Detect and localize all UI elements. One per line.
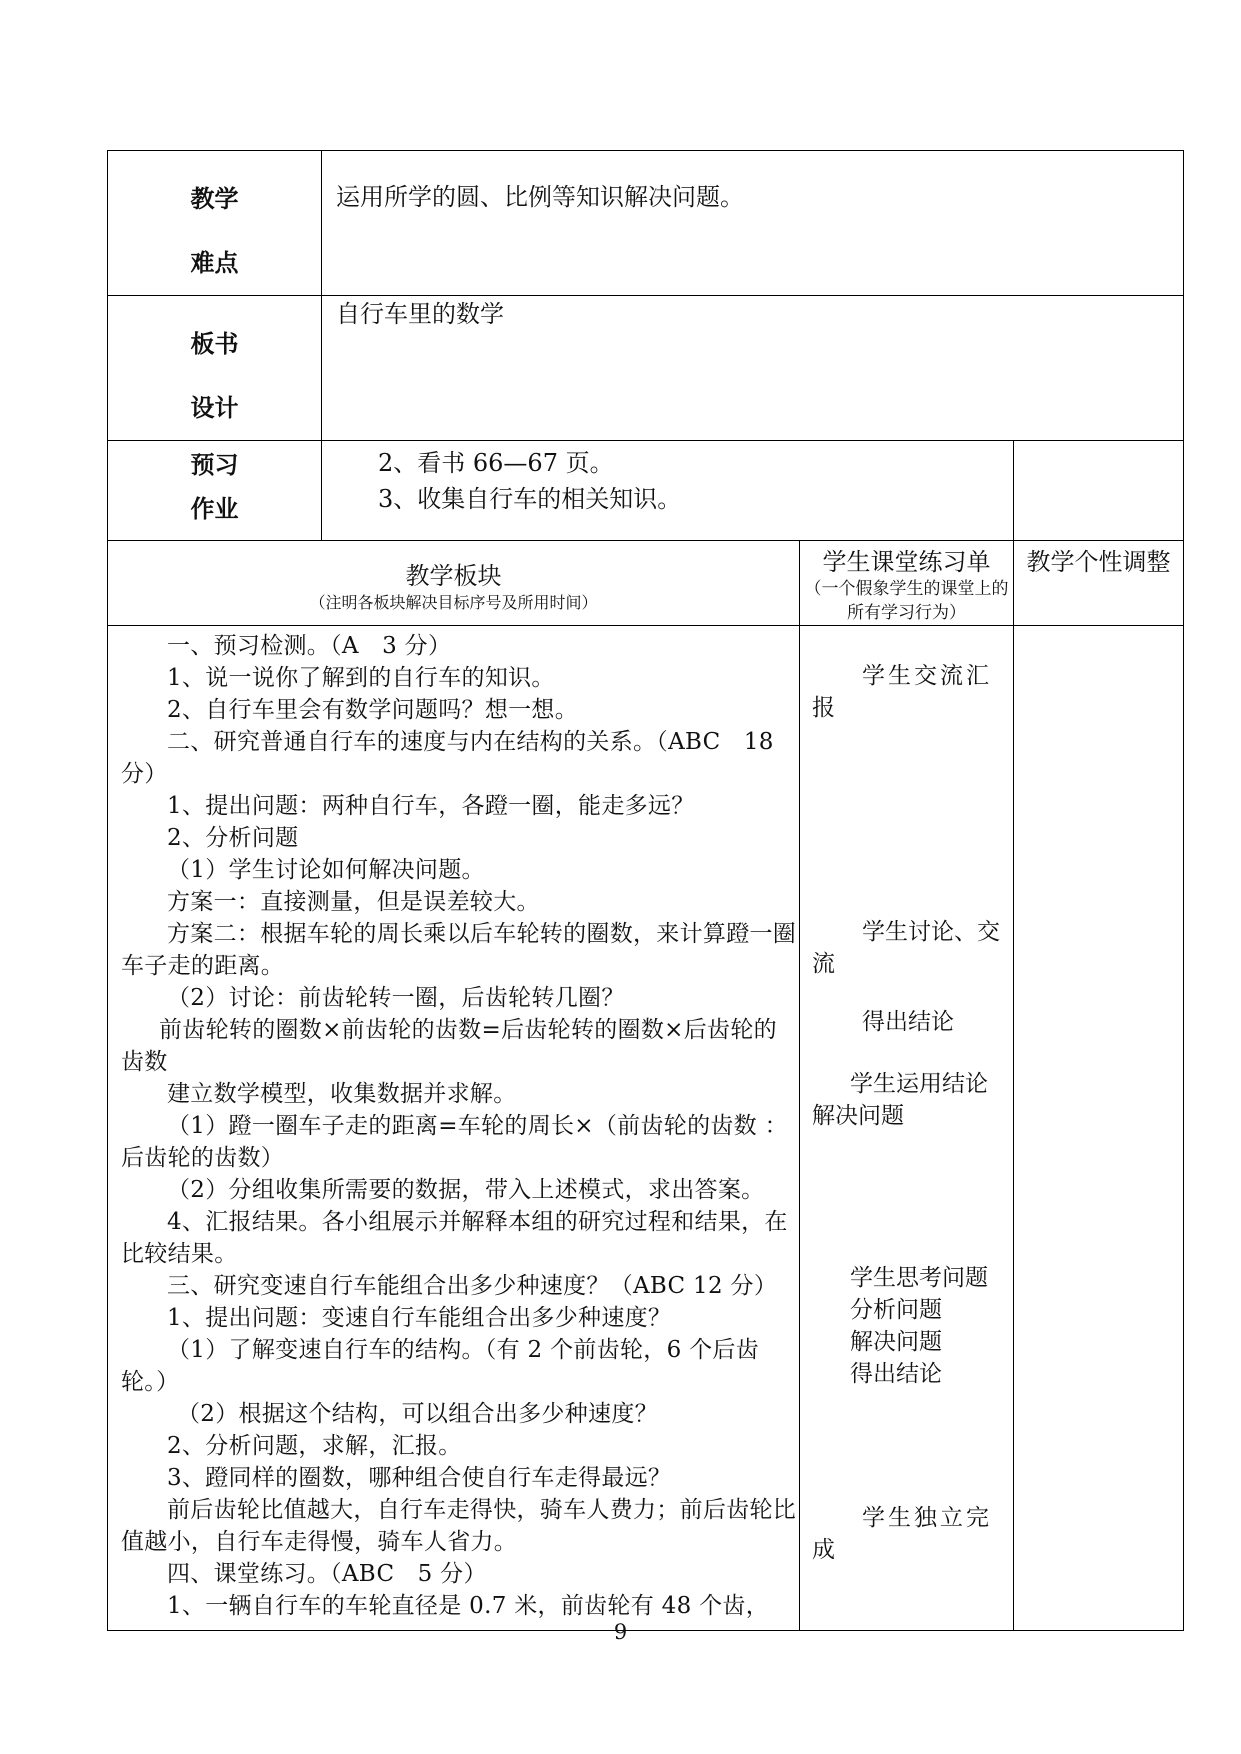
text-line: （2）讨论：前齿轮转一圈，后齿轮转几圈？ [167, 985, 625, 1011]
difficulty-content: 运用所学的圆、比例等知识解决问题。 [322, 151, 1184, 296]
section-4-heading: 四、课堂练习。（ABC 5 分） [167, 1561, 487, 1587]
text-line: （1）蹬一圈车子走的距离=车轮的周长×（前齿轮的齿数 ：后齿轮的齿数） [121, 1113, 788, 1171]
student-note: 学生讨论、交流 [812, 919, 1000, 977]
text-line: 方案一：直接测量，但是误差较大。 [167, 889, 540, 915]
text-line: （2）根据这个结构，可以组合出多少种速度？ [177, 1401, 658, 1427]
text-line: 建立数学模型，收集数据并求解。 [167, 1081, 517, 1107]
text-line: 2、分析问题 [167, 825, 299, 851]
text-line: （2）分组收集所需要的数据，带入上述模式，求出答案。 [167, 1177, 765, 1203]
board-design-label: 板书 设计 [108, 296, 322, 441]
student-note: 学生独立完成 [812, 1505, 992, 1563]
text-line: 1、说一说你了解到的自行车的知识。 [167, 665, 555, 691]
page-number: 9 [613, 1620, 628, 1644]
preview-homework-label: 预习 作业 [108, 441, 322, 541]
formula-line: 前齿轮转的圈数×前齿轮的齿数=后齿轮转的圈数×后齿轮的齿数 [121, 1017, 777, 1075]
section-2-heading: 二、研究普通自行车的速度与内在结构的关系。（ABC 18 分） [121, 729, 774, 787]
board-design-row [108, 296, 1184, 441]
text-line: 1、提出问题：两种自行车，各蹬一圈，能走多远？ [167, 793, 695, 819]
student-note: 得出结论 [862, 1009, 954, 1035]
teaching-module-header: 教学板块 （注明各板块解决目标序号及所用时间） [108, 541, 800, 626]
personal-adjust-header: 教学个性调整 [1014, 541, 1184, 626]
text-line: 1、提出问题：变速自行车能组合出多少种速度？ [167, 1305, 672, 1331]
student-note: 学生思考问题 分析问题 解决问题 得出结论 [850, 1265, 988, 1387]
text-line: 前后齿轮比值越大，自行车走得快，骑车人费力；前后齿轮比值越小，自行车走得慢，骑车人省力。 [121, 1497, 797, 1555]
text-line: 3、蹬同样的圈数，哪种组合使自行车走得最远？ [167, 1465, 672, 1491]
teaching-content [108, 626, 800, 1631]
preview-homework-row [108, 441, 1184, 541]
board-design-content: 自行车里的数学 [322, 296, 1184, 441]
student-notes-cell [800, 626, 1014, 1631]
text-line: 4、汇报结果。各小组展示并解释本组的研究过程和结果，在比较结果。 [121, 1209, 788, 1267]
text-line: 方案二：根据车轮的周长乘以后车轮转的圈数，来计算蹬一圈车子走的距离。 [121, 921, 797, 979]
text-line: 1、一辆自行车的车轮直径是 0.7 米，前齿轮有 48 个齿， [167, 1593, 770, 1619]
difficulty-row [108, 151, 1184, 296]
text-line: （1）了解变速自行车的结构。（有 2 个前齿轮，6 个后齿轮。） [121, 1337, 760, 1395]
section-3-heading: 三、研究变速自行车能组合出多少种速度？（ABC 12 分） [167, 1273, 778, 1299]
text-line: 2、自行车里会有数学问题吗？想一想。 [167, 697, 579, 723]
text-line: 2、分析问题，求解，汇报。 [167, 1433, 462, 1459]
difficulty-label: 教学 难点 [108, 151, 322, 296]
student-sheet-header: 学生课堂练习单 （一个假象学生的课堂上的所有学习行为） [800, 541, 1014, 626]
text-line: （1）学生讨论如何解决问题。 [167, 857, 485, 883]
lesson-plan-table [107, 150, 1184, 1631]
preview-homework-empty [1014, 441, 1184, 541]
content-row [108, 626, 1184, 1631]
preview-homework-content: 2、看书 66—67 页。 3、收集自行车的相关知识。 [322, 441, 1014, 541]
personal-adjust-cell [1014, 626, 1184, 1631]
section-1-heading: 一、预习检测。（A 3 分） [167, 633, 452, 659]
student-note: 学生运用结论解决问题 [812, 1071, 988, 1129]
header-row [108, 541, 1184, 626]
student-note: 学生交流汇报 [812, 663, 992, 721]
